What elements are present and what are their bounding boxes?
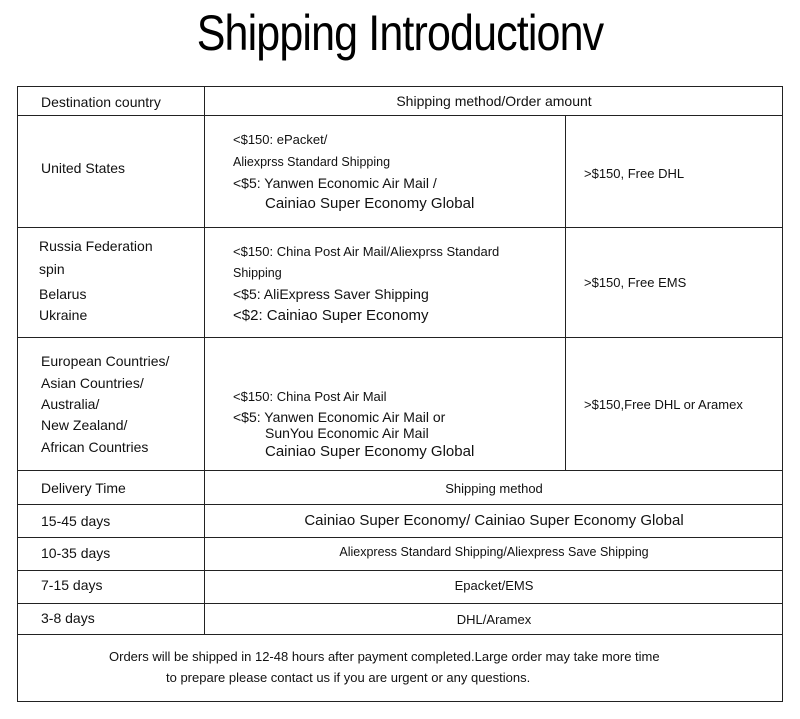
country-name: European Countries/	[41, 353, 170, 369]
footer-note-line: Orders will be shipped in 12-48 hours after payment completed.Large order may take more time	[109, 649, 660, 664]
country-name: United States	[41, 160, 126, 176]
country-name: Australia/	[41, 396, 100, 412]
delivery-time: 3-8 days	[41, 610, 95, 626]
method-line: <$5: Yanwen Economic Air Mail or	[233, 409, 446, 425]
method-line: <$150: China Post Air Mail/Aliexprss Standard	[233, 244, 500, 259]
country-name: spin	[39, 261, 65, 277]
shipping-table	[17, 86, 783, 702]
method-line: <$5: AliExpress Saver Shipping	[233, 286, 429, 302]
column-divider	[565, 115, 566, 470]
footer-note-line: to prepare please contact us if you are urgent or any questions.	[166, 670, 531, 685]
country-name: New Zealand/	[41, 417, 128, 433]
row-divider	[18, 470, 782, 471]
country-name: Belarus	[39, 286, 87, 302]
over-150-rule: >$150, Free DHL	[584, 166, 685, 181]
row-divider	[18, 603, 782, 604]
method-line: <$150: China Post Air Mail	[233, 389, 387, 404]
header-shipping-method: Shipping method/Order amount	[396, 93, 592, 109]
country-name: Asian Countries/	[41, 375, 144, 391]
header-destination: Destination country	[41, 94, 161, 110]
header-delivery-method: Shipping method	[445, 481, 543, 496]
page-title: Shipping Introductionv	[196, 5, 604, 61]
delivery-method: Epacket/EMS	[454, 578, 534, 593]
method-line: SunYou Economic Air Mail	[265, 425, 429, 441]
row-divider	[18, 634, 782, 635]
row-divider	[18, 570, 782, 571]
delivery-time: 7-15 days	[41, 577, 103, 593]
country-name: African Countries	[41, 439, 149, 455]
country-name: Ukraine	[39, 307, 88, 323]
method-line: Cainiao Super Economy Global	[265, 443, 475, 460]
method-line: <$2: Cainiao Super Economy	[233, 307, 429, 324]
country-name: Russia Federation	[39, 238, 153, 254]
row-divider	[18, 227, 782, 228]
row-divider	[18, 115, 782, 116]
header-delivery-time: Delivery Time	[41, 480, 126, 496]
row-divider	[18, 504, 782, 505]
method-line: <$5: Yanwen Economic Air Mail /	[233, 175, 437, 191]
over-150-rule: >$150, Free EMS	[584, 275, 687, 290]
method-line: Aliexprss Standard Shipping	[233, 155, 391, 169]
row-divider	[18, 537, 782, 538]
delivery-time: 15-45 days	[41, 513, 111, 529]
method-line: Cainiao Super Economy Global	[265, 195, 475, 212]
method-line: Shipping	[233, 266, 282, 280]
delivery-method: Cainiao Super Economy/ Cainiao Super Economy Global	[304, 512, 684, 529]
delivery-method: DHL/Aramex	[456, 612, 532, 627]
delivery-time: 10-35 days	[41, 545, 111, 561]
method-line: <$150: ePacket/	[233, 132, 328, 147]
over-150-rule: >$150,Free DHL or Aramex	[584, 397, 743, 412]
delivery-method: Aliexpress Standard Shipping/Aliexpress Save Shipping	[339, 545, 649, 559]
row-divider	[18, 337, 782, 338]
